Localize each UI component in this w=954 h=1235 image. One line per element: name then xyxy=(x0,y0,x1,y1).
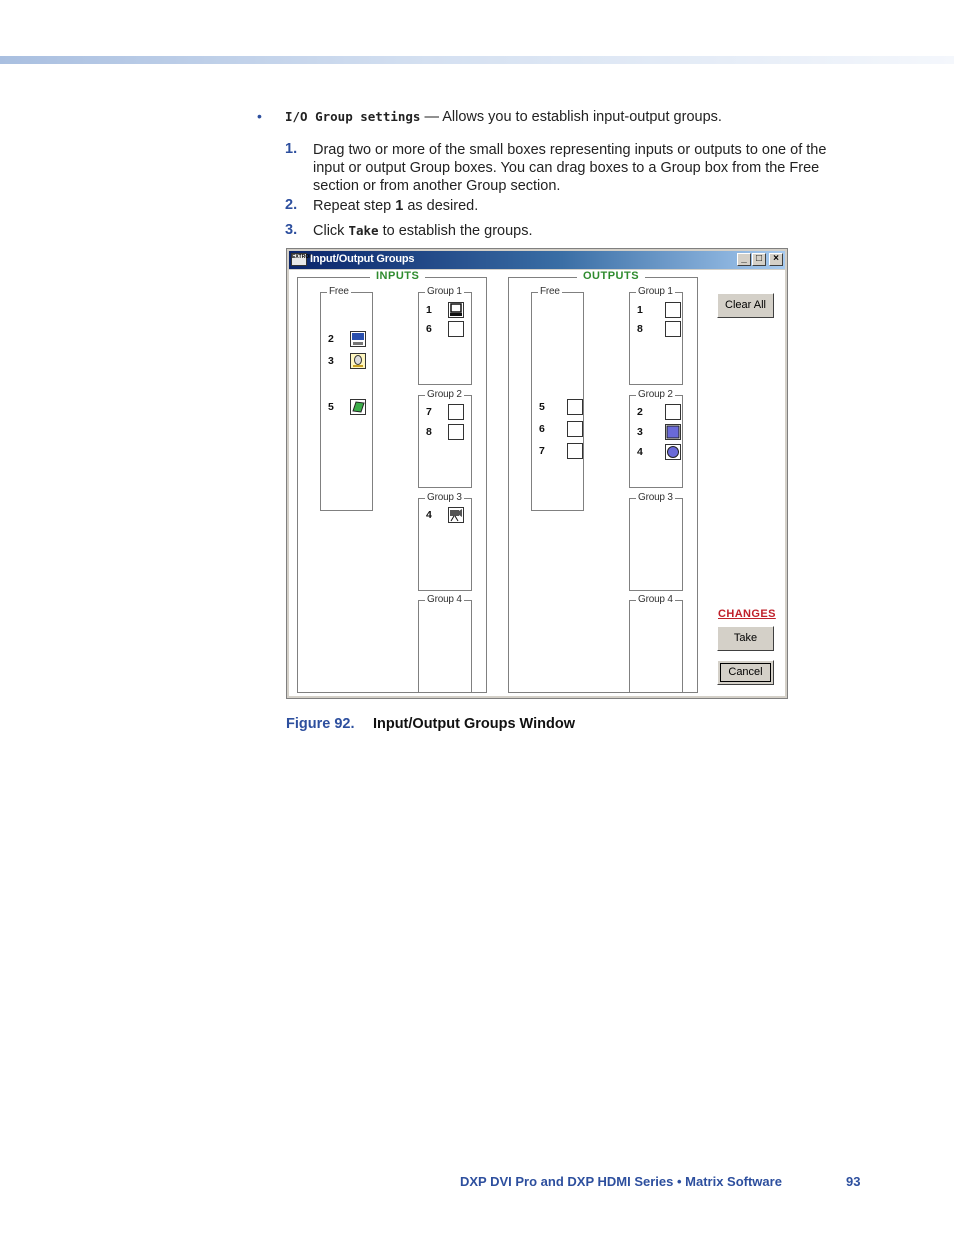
mouse-icon xyxy=(350,353,366,369)
outputs-free-group[interactable]: Free 5 6 7 xyxy=(531,292,584,511)
clear-all-button[interactable]: Clear All xyxy=(717,293,774,318)
inputs-title: INPUTS xyxy=(370,270,425,282)
empty-box-icon xyxy=(567,421,583,437)
io-group-settings-term: I/O Group settings xyxy=(285,109,421,124)
inputs-group-3-label: Group 3 xyxy=(427,492,462,503)
step-1-text: Drag two or more of the small boxes representing inputs or outputs to one of the input or output Group boxes. You can drag boxes to a Group box from the Free section or from another Group section. xyxy=(313,142,827,194)
outputs-group-1[interactable]: Group 1 1 8 xyxy=(629,292,683,385)
inputs-free-group[interactable]: Free 2 3 5 xyxy=(320,292,373,511)
step-1-number: 1. xyxy=(285,141,298,157)
outputs-group-3-label: Group 3 xyxy=(638,492,673,503)
minimize-button[interactable]: _ xyxy=(737,253,751,266)
filled-circle-icon xyxy=(665,444,681,460)
outputs-group-4-label: Group 4 xyxy=(638,594,673,605)
outputs-section xyxy=(508,270,698,693)
take-button[interactable]: Take xyxy=(717,626,774,651)
step-3-text: Click Take to establish the groups. xyxy=(313,223,533,239)
close-button[interactable]: × xyxy=(769,253,783,266)
step-2-text: Repeat step 1 as desired. xyxy=(313,198,479,214)
outputs-group-3[interactable] xyxy=(629,492,683,591)
figure-number: Figure 92. xyxy=(286,716,355,732)
window-title: Input/Output Groups xyxy=(310,253,415,265)
maximize-button[interactable]: □ xyxy=(752,253,766,266)
empty-box-icon xyxy=(448,404,464,420)
io-groups-window xyxy=(286,248,788,699)
step-3-number: 3. xyxy=(285,222,298,238)
header-accent-bar xyxy=(0,56,954,64)
inputs-group-4[interactable] xyxy=(418,594,472,693)
outputs-free-label: Free xyxy=(540,286,560,297)
computer-icon xyxy=(448,302,464,318)
inputs-group-2[interactable]: Group 2 7 8 xyxy=(418,395,472,488)
outputs-group-2[interactable]: Group 2 2 3 4 xyxy=(629,395,683,488)
inputs-group-3[interactable]: Group 3 4 xyxy=(418,498,472,591)
camera-icon xyxy=(448,507,464,523)
empty-box-icon xyxy=(665,404,681,420)
inputs-group-4-label: Group 4 xyxy=(427,594,462,605)
inputs-group-1-label: Group 1 xyxy=(427,286,462,297)
empty-box-icon xyxy=(665,302,681,318)
outputs-group-2-label: Group 2 xyxy=(638,389,673,400)
outputs-title: OUTPUTS xyxy=(577,270,645,282)
outputs-group-4[interactable] xyxy=(629,594,683,693)
tablet-icon xyxy=(350,399,366,415)
window-titlebar[interactable] xyxy=(289,251,785,269)
footer-title: DXP DVI Pro and DXP HDMI Series • Matrix Software xyxy=(460,1174,782,1189)
empty-box-icon xyxy=(448,321,464,337)
cancel-button[interactable]: Cancel xyxy=(717,660,774,685)
inputs-free-label: Free xyxy=(329,286,349,297)
bullet-marker: • xyxy=(257,108,262,124)
figure-title: Input/Output Groups Window xyxy=(372,716,575,732)
figure-caption xyxy=(286,715,575,733)
monitor-icon xyxy=(350,331,366,347)
inputs-section xyxy=(297,270,487,693)
outputs-group-1-label: Group 1 xyxy=(638,286,673,297)
intro-paragraph xyxy=(285,108,722,126)
empty-box-icon xyxy=(567,443,583,459)
filled-square-icon xyxy=(665,424,681,440)
step-2-number: 2. xyxy=(285,197,298,213)
window-client-area xyxy=(289,270,785,696)
empty-box-icon xyxy=(665,321,681,337)
extron-logo-icon: EXTRON xyxy=(291,253,307,266)
inputs-group-2-label: Group 2 xyxy=(427,389,462,400)
intro-description: — Allows you to establish input-output groups. xyxy=(420,109,722,125)
inputs-group-1[interactable]: Group 1 1 6 xyxy=(418,292,472,385)
empty-box-icon xyxy=(567,399,583,415)
empty-box-icon xyxy=(448,424,464,440)
page-number: 93 xyxy=(846,1174,861,1189)
changes-label: CHANGES xyxy=(718,608,776,620)
